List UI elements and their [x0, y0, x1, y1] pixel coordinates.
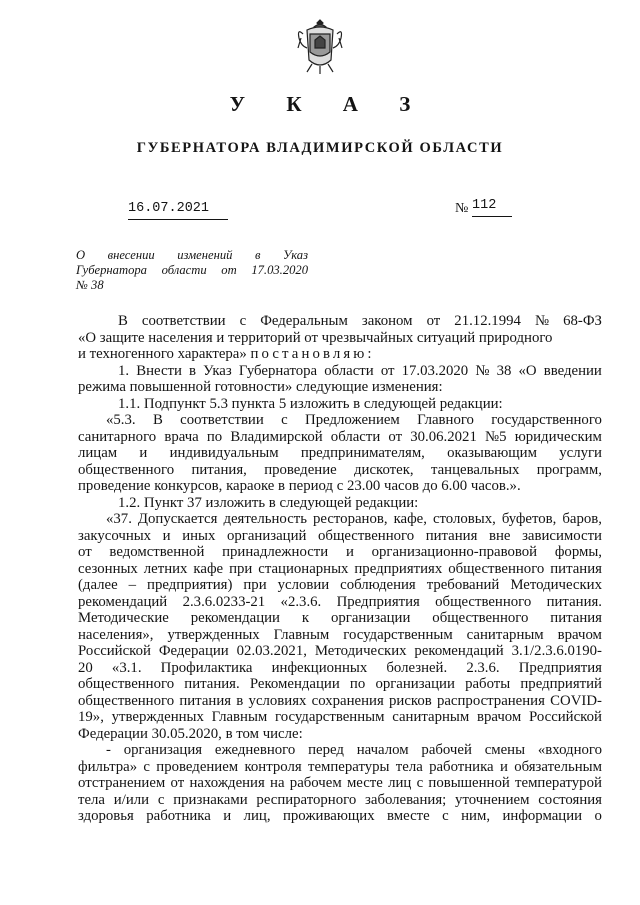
intro-paragraph [78, 313, 602, 363]
bullet-line: отстранением от нахождения на рабочем месте лиц с повышенной температурой [78, 775, 602, 791]
item-1-line: режима повышенной готовности» следующие изменения: [78, 379, 443, 395]
subitem-5-3-line: проведение конкурсов, караоке в период с 23.00 часов до 6.00 часов.». [78, 478, 521, 494]
item-37-line: общественного питания. Рекомендации по организации работы предприятий [78, 676, 602, 692]
intro-line: «О защите населения и территорий от чрезвычайных ситуаций природного [78, 329, 553, 346]
item-37-line: 20 «3.1. Профилактика инфекционных болезней. 2.3.6. Предприятия [78, 659, 602, 676]
item-37-line: «37. Допускается деятельность ресторанов, кафе, столовых, буфетов, баров, [106, 511, 602, 527]
item-37-line: населения», утвержденных Главным государственным санитарным врачом [78, 626, 602, 643]
item-37-line: общественного питания в условиях сохранения рисков распространения COVID- [78, 692, 602, 709]
item-37-line: (далее – предприятия) при условии соблюдения требований Методических [78, 577, 602, 593]
subject-line: О внесении изменений в Указ [76, 248, 308, 262]
item-1-paragraph [78, 363, 602, 396]
bullet-paragraph [78, 742, 602, 825]
subject-line: Губернатора области от 17.03.2020 [76, 263, 308, 277]
item-1-2-paragraph [78, 495, 602, 512]
subject-line: № 38 [76, 278, 104, 292]
bullet-line: фильтра» с проведением контроля температуры тела работника и обязательным [78, 758, 602, 775]
decree-number-label: № [455, 201, 469, 216]
bullet-line: здоровья работника и лиц, проживающих вместе с ним, информации о [78, 808, 602, 824]
subitem-5-3-line: «5.3. В соответствии с Предложением Главного государственного [106, 412, 602, 428]
resolve-word: постановляю: [250, 346, 375, 362]
coat-of-arms-emblem [295, 16, 345, 76]
decree-subject [76, 248, 308, 293]
item-37-line: Федерации 30.05.2020, в том числе: [78, 725, 303, 742]
bullet-line: - организация ежедневного перед началом рабочей смены «входного [106, 742, 602, 758]
item-1-1-paragraph [78, 396, 602, 413]
item-37-line: от ведомственной принадлежности и организационно-правовой формы, [78, 544, 602, 560]
subitem-5-3-line: общественного питания, проведение дискотек, танцевальных программ, [78, 461, 602, 478]
item-1-2-line: 1.2. Пункт 37 изложить в следующей редакции: [118, 494, 419, 511]
item-37-line: закусочных и иных организаций общественного питания вне зависимости [78, 527, 602, 544]
intro-line: и техногенного характера» постановляю: [78, 346, 375, 362]
decree-body [78, 313, 602, 825]
subitem-5-3-paragraph [78, 412, 602, 495]
item-37-line: 19», утвержденных Главным государственным санитарным врачом Российской [78, 709, 602, 725]
issuer-title: ГУБЕРНАТОРА ВЛАДИМИРСКОЙ ОБЛАСТИ [136, 140, 504, 156]
item-37-line: Методические рекомендации к организации общественного питания [78, 610, 602, 626]
item-37-paragraph [78, 511, 602, 742]
item-1-line: 1. Внести в Указ Губернатора области от 17.03.2020 № 38 «О введении [118, 362, 602, 379]
item-1-1-line: 1.1. Подпункт 5.3 пункта 5 изложить в следующей редакции: [118, 395, 503, 412]
subitem-5-3-line: санитарного врача по Владимирской области от 30.06.2021 №5 юридическим [78, 428, 602, 445]
item-37-line: рекомендаций 2.3.6.0233-21 «2.3.6. Предприятия общественного питания. [78, 593, 602, 610]
decree-number: 112 [472, 198, 512, 217]
subitem-5-3-line: лицам и индивидуальным предпринимателям, оказывающим услуги [78, 445, 602, 461]
decree-date: 16.07.2021 [128, 201, 228, 220]
intro-line: В соответствии с Федеральным законом от 21.12.1994 № 68-ФЗ [118, 313, 602, 329]
decree-title: У К А З [229, 92, 429, 116]
bullet-line: тела и/или с признаками респираторного заболевания; уточнением состояния [78, 791, 602, 808]
item-37-line: сезонных летних кафе при стационарных предприятиях общественного питания [78, 560, 602, 577]
item-37-line: Российской Федерации 02.03.2021, Методических рекомендаций 3.1/2.3.6.0190- [78, 643, 602, 659]
